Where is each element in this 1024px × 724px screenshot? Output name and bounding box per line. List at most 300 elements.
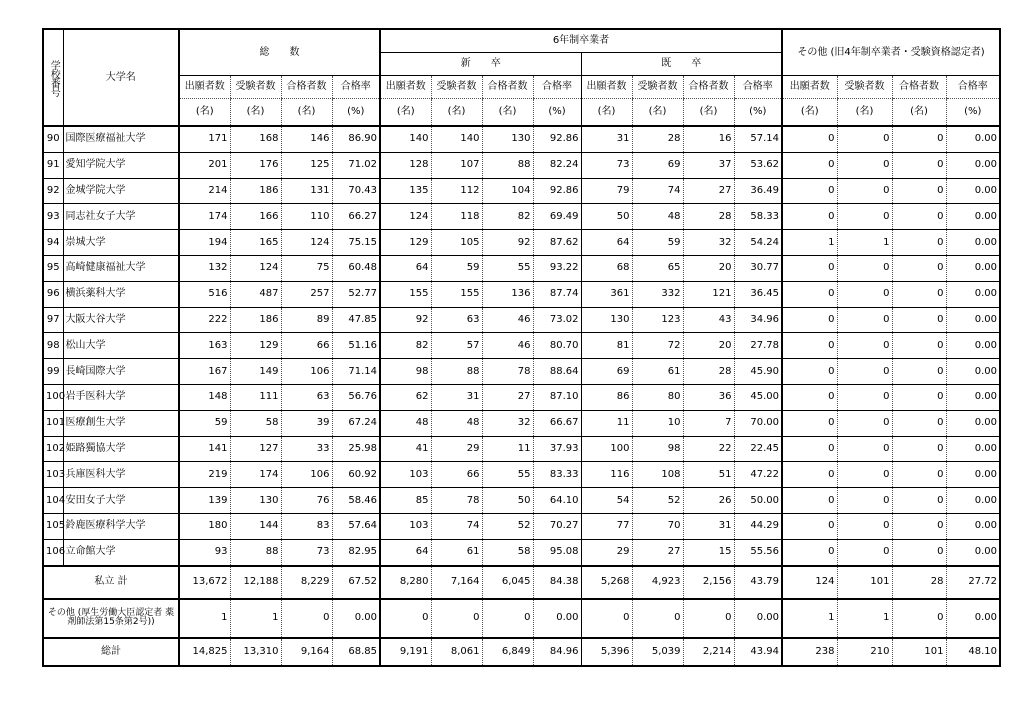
value-cell: 130 [230, 488, 281, 514]
value-cell: 0 [837, 307, 892, 333]
value-cell: 82.24 [533, 152, 581, 178]
value-cell: 29 [581, 539, 632, 565]
other-group-header: その他 (旧4年制卒業者・受験資格認定者) [782, 29, 1000, 76]
value-cell: 0 [837, 126, 892, 152]
value-cell: 70.43 [332, 178, 380, 204]
other-label: その他 (厚生労働大臣認定者 薬剤師法第15条第2号)) [43, 599, 179, 638]
value-cell: 105 [431, 230, 482, 256]
value-cell: 163 [179, 333, 230, 359]
value-cell: 28 [892, 566, 946, 599]
value-cell: 0 [892, 359, 946, 385]
value-cell: 73.02 [533, 307, 581, 333]
unit-label-row [43, 99, 1000, 127]
value-cell: 111 [230, 384, 281, 410]
table-row [43, 255, 1000, 281]
value-cell: 76 [281, 488, 332, 514]
value-cell: 0.00 [946, 152, 1000, 178]
value-cell: 103 [380, 513, 431, 539]
table-row [43, 152, 1000, 178]
school-number: 105 [43, 513, 63, 539]
value-cell: 87.10 [533, 384, 581, 410]
value-cell: 166 [230, 204, 281, 230]
value-cell: 53.62 [734, 152, 782, 178]
value-cell: 66.27 [332, 204, 380, 230]
value-cell: 0 [892, 126, 946, 152]
value-cell: 1 [230, 599, 281, 638]
total-row [43, 638, 1000, 666]
university-name: 姫路獨協大学 [63, 436, 179, 462]
value-cell: 149 [230, 359, 281, 385]
subtotal-label: 私立 計 [43, 566, 179, 599]
school-number: 90 [43, 126, 63, 152]
value-cell: 186 [230, 178, 281, 204]
value-cell: 107 [431, 152, 482, 178]
unit-label: (%) [946, 99, 1000, 127]
value-cell: 116 [581, 462, 632, 488]
table-row [43, 436, 1000, 462]
value-cell: 59 [632, 230, 683, 256]
school-number: 99 [43, 359, 63, 385]
value-cell: 22 [683, 436, 734, 462]
value-cell: 124 [782, 566, 837, 599]
value-cell: 48 [431, 410, 482, 436]
value-cell: 0.00 [946, 513, 1000, 539]
value-cell: 84.96 [533, 638, 581, 666]
school-number: 100 [43, 384, 63, 410]
value-cell: 0 [837, 152, 892, 178]
university-name: 医療創生大学 [63, 410, 179, 436]
value-cell: 0 [431, 599, 482, 638]
value-cell: 98 [380, 359, 431, 385]
unit-label: (名) [179, 99, 230, 127]
university-name: 高崎健康福祉大学 [63, 255, 179, 281]
total-group-header: 総 数 [179, 29, 380, 76]
col-label-applicants: 出願者数 [782, 76, 837, 99]
school-number: 93 [43, 204, 63, 230]
value-cell: 52.77 [332, 281, 380, 307]
value-cell: 77 [581, 513, 632, 539]
value-cell: 127 [230, 436, 281, 462]
value-cell: 110 [281, 204, 332, 230]
col-label-examinees: 受験者数 [632, 76, 683, 99]
value-cell: 75 [281, 255, 332, 281]
university-name: 愛知学院大学 [63, 152, 179, 178]
table-row [43, 539, 1000, 565]
value-cell: 92.86 [533, 178, 581, 204]
unit-label: (名) [581, 99, 632, 127]
school-number: 91 [43, 152, 63, 178]
col-label-pass-rate: 合格率 [332, 76, 380, 99]
value-cell: 27.78 [734, 333, 782, 359]
university-name: 長崎国際大学 [63, 359, 179, 385]
six-year-group-header: 6年制卒業者 [380, 29, 782, 53]
value-cell: 80 [632, 384, 683, 410]
value-cell: 0 [892, 281, 946, 307]
school-number: 92 [43, 178, 63, 204]
value-cell: 89 [281, 307, 332, 333]
value-cell: 55 [482, 255, 533, 281]
value-cell: 0 [837, 333, 892, 359]
value-cell: 79 [581, 178, 632, 204]
value-cell: 60.48 [332, 255, 380, 281]
table-row [43, 333, 1000, 359]
value-cell: 63 [281, 384, 332, 410]
value-cell: 27 [683, 178, 734, 204]
value-cell: 59 [431, 255, 482, 281]
value-cell: 0 [782, 384, 837, 410]
value-cell: 139 [179, 488, 230, 514]
value-cell: 20 [683, 255, 734, 281]
value-cell: 0.00 [734, 599, 782, 638]
value-cell: 70.00 [734, 410, 782, 436]
value-cell: 70 [632, 513, 683, 539]
value-cell: 7 [683, 410, 734, 436]
value-cell: 0.00 [946, 436, 1000, 462]
value-cell: 1 [837, 599, 892, 638]
unit-label: (名) [482, 99, 533, 127]
value-cell: 1 [782, 230, 837, 256]
value-cell: 0.00 [946, 359, 1000, 385]
value-cell: 31 [683, 513, 734, 539]
value-cell: 100 [581, 436, 632, 462]
value-cell: 64 [581, 230, 632, 256]
value-cell: 31 [581, 126, 632, 152]
university-name: 金城学院大学 [63, 178, 179, 204]
value-cell: 1 [837, 230, 892, 256]
value-cell: 0 [581, 599, 632, 638]
unit-label: (%) [533, 99, 581, 127]
value-cell: 37 [683, 152, 734, 178]
value-cell: 0 [837, 359, 892, 385]
value-cell: 71.14 [332, 359, 380, 385]
table-row [43, 410, 1000, 436]
value-cell: 66.67 [533, 410, 581, 436]
value-cell: 34.96 [734, 307, 782, 333]
value-cell: 4,923 [632, 566, 683, 599]
value-cell: 15 [683, 539, 734, 565]
value-cell: 201 [179, 152, 230, 178]
value-cell: 45.90 [734, 359, 782, 385]
value-cell: 46 [482, 307, 533, 333]
col-label-passers: 合格者数 [683, 76, 734, 99]
value-cell: 58 [230, 410, 281, 436]
school-number: 106 [43, 539, 63, 565]
value-cell: 0.00 [946, 255, 1000, 281]
value-cell: 167 [179, 359, 230, 385]
value-cell: 0 [782, 410, 837, 436]
table-row [43, 126, 1000, 152]
total-label: 総計 [43, 638, 179, 666]
value-cell: 361 [581, 281, 632, 307]
university-name: 安田女子大学 [63, 488, 179, 514]
value-cell: 26 [683, 488, 734, 514]
value-cell: 69 [581, 359, 632, 385]
value-cell: 83 [281, 513, 332, 539]
value-cell: 12,188 [230, 566, 281, 599]
value-cell: 0 [782, 333, 837, 359]
value-cell: 16 [683, 126, 734, 152]
value-cell: 123 [632, 307, 683, 333]
value-cell: 36.49 [734, 178, 782, 204]
value-cell: 9,191 [380, 638, 431, 666]
value-cell: 0 [281, 599, 332, 638]
value-cell: 36.45 [734, 281, 782, 307]
value-cell: 0.00 [946, 488, 1000, 514]
value-cell: 88.64 [533, 359, 581, 385]
value-cell: 11 [482, 436, 533, 462]
value-cell: 124 [380, 204, 431, 230]
school-number: 97 [43, 307, 63, 333]
value-cell: 8,061 [431, 638, 482, 666]
value-cell: 103 [380, 462, 431, 488]
value-cell: 124 [230, 255, 281, 281]
value-cell: 13,672 [179, 566, 230, 599]
value-cell: 43.94 [734, 638, 782, 666]
value-cell: 165 [230, 230, 281, 256]
value-cell: 0 [782, 307, 837, 333]
university-name: 松山大学 [63, 333, 179, 359]
value-cell: 125 [281, 152, 332, 178]
value-cell: 0 [837, 255, 892, 281]
value-cell: 44.29 [734, 513, 782, 539]
value-cell: 129 [380, 230, 431, 256]
unit-label: (名) [431, 99, 482, 127]
value-cell: 174 [179, 204, 230, 230]
table-row [43, 178, 1000, 204]
value-cell: 58 [482, 539, 533, 565]
value-cell: 50 [482, 488, 533, 514]
value-cell: 47.22 [734, 462, 782, 488]
unit-label: (名) [683, 99, 734, 127]
value-cell: 0 [892, 255, 946, 281]
unit-label: (名) [837, 99, 892, 127]
column-label-row [43, 76, 1000, 99]
col-label-pass-rate: 合格率 [946, 76, 1000, 99]
value-cell: 37.93 [533, 436, 581, 462]
value-cell: 487 [230, 281, 281, 307]
value-cell: 0 [892, 230, 946, 256]
value-cell: 9,164 [281, 638, 332, 666]
value-cell: 48 [632, 204, 683, 230]
value-cell: 74 [632, 178, 683, 204]
value-cell: 98 [632, 436, 683, 462]
value-cell: 0 [683, 599, 734, 638]
value-cell: 85 [380, 488, 431, 514]
value-cell: 86 [581, 384, 632, 410]
unit-label: (名) [782, 99, 837, 127]
col-label-pass-rate: 合格率 [734, 76, 782, 99]
value-cell: 8,229 [281, 566, 332, 599]
value-cell: 93.22 [533, 255, 581, 281]
value-cell: 72 [632, 333, 683, 359]
value-cell: 65 [632, 255, 683, 281]
value-cell: 0 [782, 255, 837, 281]
value-cell: 141 [179, 436, 230, 462]
value-cell: 55.56 [734, 539, 782, 565]
value-cell: 130 [482, 126, 533, 152]
col-label-examinees: 受験者数 [431, 76, 482, 99]
value-cell: 54.24 [734, 230, 782, 256]
value-cell: 155 [380, 281, 431, 307]
value-cell: 0 [892, 539, 946, 565]
value-cell: 1 [782, 599, 837, 638]
school-number: 102 [43, 436, 63, 462]
value-cell: 155 [431, 281, 482, 307]
table-row [43, 359, 1000, 385]
value-cell: 92 [482, 230, 533, 256]
value-cell: 131 [281, 178, 332, 204]
value-cell: 36 [683, 384, 734, 410]
table-row [43, 204, 1000, 230]
value-cell: 0 [782, 462, 837, 488]
value-cell: 0 [632, 599, 683, 638]
value-cell: 73 [281, 539, 332, 565]
value-cell: 63 [431, 307, 482, 333]
value-cell: 28 [683, 359, 734, 385]
value-cell: 11 [581, 410, 632, 436]
value-cell: 176 [230, 152, 281, 178]
value-cell: 136 [482, 281, 533, 307]
value-cell: 25.98 [332, 436, 380, 462]
summary-body [43, 566, 1000, 666]
value-cell: 52 [632, 488, 683, 514]
value-cell: 82.95 [332, 539, 380, 565]
value-cell: 1 [179, 599, 230, 638]
value-cell: 174 [230, 462, 281, 488]
value-cell: 118 [431, 204, 482, 230]
new-grad-header: 新 卒 [380, 53, 581, 76]
value-cell: 60.92 [332, 462, 380, 488]
value-cell: 88 [230, 539, 281, 565]
value-cell: 238 [782, 638, 837, 666]
table-row [43, 488, 1000, 514]
value-cell: 55 [482, 462, 533, 488]
value-cell: 39 [281, 410, 332, 436]
value-cell: 69.49 [533, 204, 581, 230]
value-cell: 0 [837, 384, 892, 410]
value-cell: 84.38 [533, 566, 581, 599]
value-cell: 121 [683, 281, 734, 307]
value-cell: 0.00 [946, 384, 1000, 410]
university-name: 兵庫医科大学 [63, 462, 179, 488]
value-cell: 0 [837, 462, 892, 488]
unit-label: (名) [380, 99, 431, 127]
value-cell: 130 [581, 307, 632, 333]
value-cell: 144 [230, 513, 281, 539]
value-cell: 0 [892, 384, 946, 410]
value-cell: 48.10 [946, 638, 1000, 666]
value-cell: 68 [581, 255, 632, 281]
col-label-examinees: 受験者数 [837, 76, 892, 99]
value-cell: 83.33 [533, 462, 581, 488]
value-cell: 61 [632, 359, 683, 385]
value-cell: 81 [581, 333, 632, 359]
value-cell: 0 [892, 513, 946, 539]
table-row [43, 281, 1000, 307]
value-cell: 0.00 [946, 410, 1000, 436]
university-name: 国際医療福祉大学 [63, 126, 179, 152]
value-cell: 57 [431, 333, 482, 359]
col-label-applicants: 出願者数 [179, 76, 230, 99]
value-cell: 82 [380, 333, 431, 359]
value-cell: 0 [380, 599, 431, 638]
value-cell: 48 [380, 410, 431, 436]
other-row [43, 599, 1000, 638]
value-cell: 0 [837, 488, 892, 514]
subtotal-row [43, 566, 1000, 599]
value-cell: 186 [230, 307, 281, 333]
value-cell: 45.00 [734, 384, 782, 410]
value-cell: 59 [179, 410, 230, 436]
value-cell: 0.00 [946, 462, 1000, 488]
value-cell: 27.72 [946, 566, 1000, 599]
value-cell: 168 [230, 126, 281, 152]
value-cell: 0.00 [946, 307, 1000, 333]
value-cell: 32 [482, 410, 533, 436]
value-cell: 140 [380, 126, 431, 152]
value-cell: 13,310 [230, 638, 281, 666]
value-cell: 0 [782, 488, 837, 514]
value-cell: 67.52 [332, 566, 380, 599]
value-cell: 140 [431, 126, 482, 152]
value-cell: 0 [892, 333, 946, 359]
value-cell: 257 [281, 281, 332, 307]
value-cell: 0 [837, 204, 892, 230]
col-label-pass-rate: 合格率 [533, 76, 581, 99]
value-cell: 51 [683, 462, 734, 488]
value-cell: 194 [179, 230, 230, 256]
school-number: 104 [43, 488, 63, 514]
school-number: 101 [43, 410, 63, 436]
value-cell: 0 [892, 204, 946, 230]
value-cell: 50.00 [734, 488, 782, 514]
value-cell: 0 [892, 178, 946, 204]
value-cell: 516 [179, 281, 230, 307]
unit-label: (%) [332, 99, 380, 127]
value-cell: 41 [380, 436, 431, 462]
table-row [43, 384, 1000, 410]
value-cell: 47.85 [332, 307, 380, 333]
value-cell: 0 [782, 126, 837, 152]
value-cell: 32 [683, 230, 734, 256]
value-cell: 0.00 [946, 333, 1000, 359]
value-cell: 75.15 [332, 230, 380, 256]
value-cell: 66 [281, 333, 332, 359]
value-cell: 2,214 [683, 638, 734, 666]
value-cell: 30.77 [734, 255, 782, 281]
value-cell: 92 [380, 307, 431, 333]
value-cell: 74 [431, 513, 482, 539]
value-cell: 180 [179, 513, 230, 539]
past-grad-header: 既 卒 [581, 53, 782, 76]
value-cell: 0 [837, 539, 892, 565]
value-cell: 58.46 [332, 488, 380, 514]
value-cell: 33 [281, 436, 332, 462]
value-cell: 58.33 [734, 204, 782, 230]
school-number: 98 [43, 333, 63, 359]
value-cell: 128 [380, 152, 431, 178]
value-cell: 27 [482, 384, 533, 410]
value-cell: 69 [632, 152, 683, 178]
value-cell: 6,045 [482, 566, 533, 599]
value-cell: 0 [837, 410, 892, 436]
value-cell: 88 [482, 152, 533, 178]
value-cell: 0 [482, 599, 533, 638]
value-cell: 0 [782, 513, 837, 539]
value-cell: 61 [431, 539, 482, 565]
col-label-passers: 合格者数 [892, 76, 946, 99]
value-cell: 54 [581, 488, 632, 514]
